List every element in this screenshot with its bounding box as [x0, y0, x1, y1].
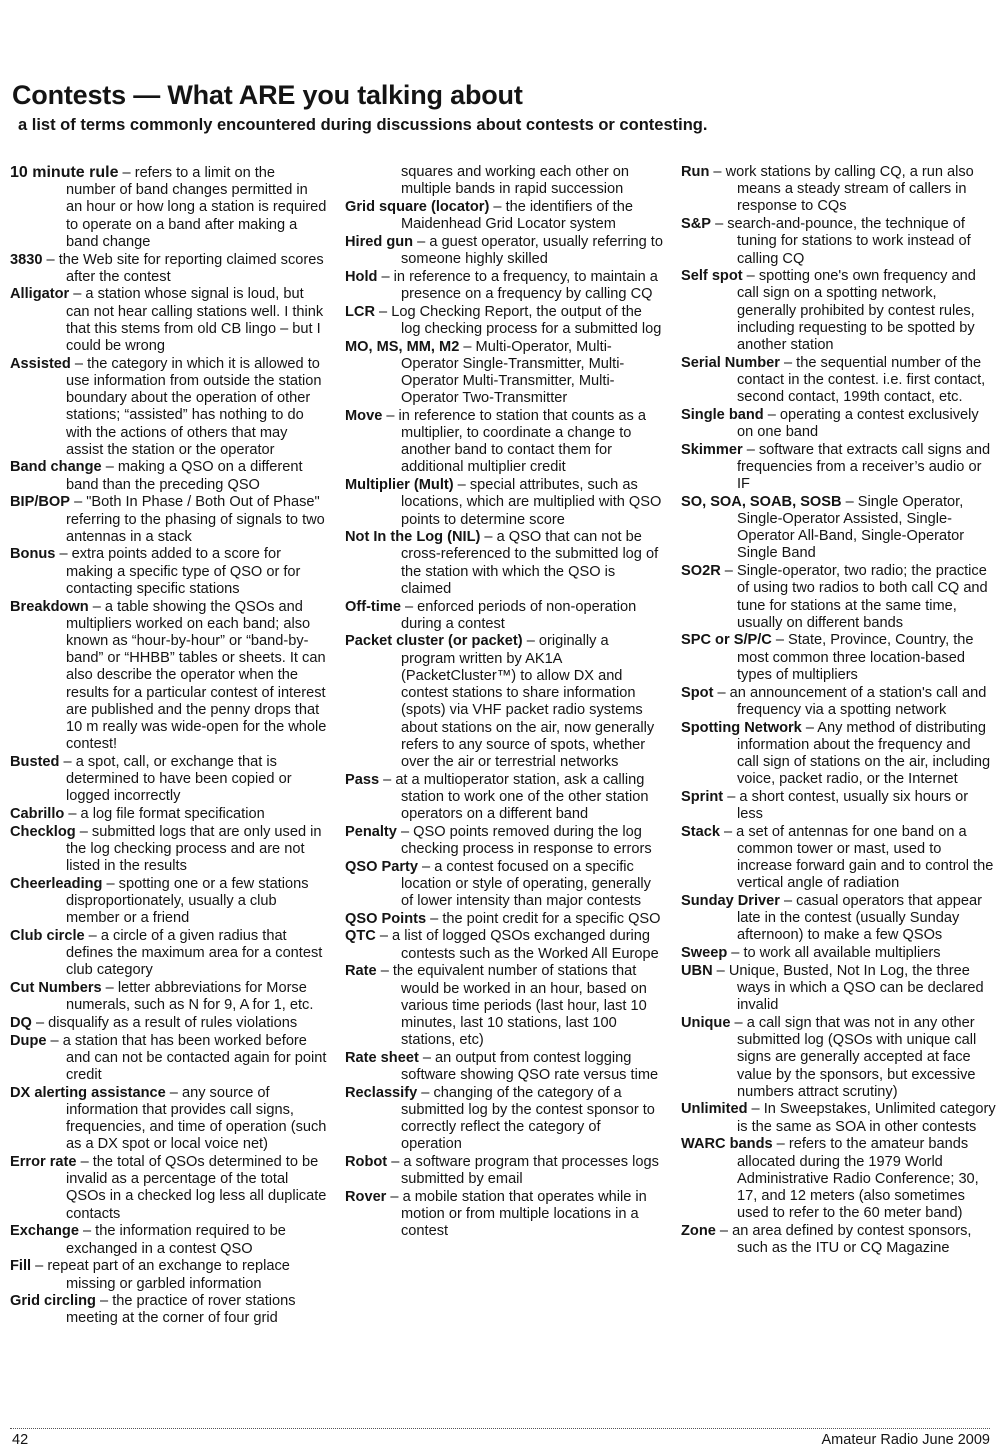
glossary-term: Busted	[10, 753, 60, 770]
definition-text: – disqualify as a result of rules violations	[31, 1014, 298, 1031]
glossary-entry	[681, 442, 996, 494]
glossary-term: Stack	[681, 823, 720, 840]
definition-text: – refers to a limit on the number of band changes permitted in an hour or how long a station is required to operate on a band after making a band change	[66, 165, 327, 250]
glossary-term: DX alerting assistance	[10, 1084, 166, 1101]
definition-text: – Unique, Busted, Not In Log, the three ways in which a QSO can be declared invalid	[712, 962, 984, 1014]
definition-text: – repeat part of an exchange to replace missing or garbled information	[31, 1258, 290, 1292]
definition-text: – work stations by calling CQ, a run also means a steady stream of callers in response to CQs	[709, 164, 974, 215]
glossary-entry	[681, 407, 996, 441]
glossary-entry	[10, 824, 328, 876]
definition-text: – the Web site for reporting claimed scores after the contest	[42, 251, 324, 285]
definition-text: – State, Province, Country, the most common three location-based types of multipliers	[737, 632, 974, 683]
glossary-term: Reclassify	[345, 1084, 418, 1101]
definition-text: – in reference to station that counts as a multiplier, to coordinate a change to another band to contact them for additional multiplier credit	[382, 407, 646, 476]
definition-text: – originally a program written by AK1A (PacketCluster™) to allow DX and contest stations to share information (spots) via VHF packet radio systems about stations on the air, now generally refers to any source of spots, whether over the air or terrestrial networks	[401, 633, 655, 770]
glossary-term: Band change	[10, 459, 102, 476]
glossary-entry	[681, 824, 996, 893]
glossary-term: Sweep	[681, 945, 728, 962]
glossary-entry	[345, 1189, 663, 1241]
glossary-entry	[345, 859, 663, 911]
publication-name: Amateur Radio June 2009	[821, 1432, 990, 1448]
definition-text: – making a QSO on a different band than the preceding QSO	[66, 459, 303, 493]
definition-text: – a log file format specification	[64, 806, 265, 823]
glossary-entry	[10, 252, 328, 286]
glossary-term: Packet cluster (or packet)	[345, 633, 523, 650]
glossary-term: Rover	[345, 1188, 387, 1205]
definition-text: – the category in which it is allowed to use information from outside the station boundary about the operation of other stations; “assisted” has nothing to do with the actions of others that may assist the station or the operator	[66, 355, 322, 458]
glossary-term: Pass	[345, 771, 380, 788]
glossary-term: Hired gun	[345, 233, 414, 250]
glossary-column-2	[345, 164, 663, 1241]
glossary-entry	[345, 772, 663, 824]
definition-text: – special attributes, such as locations, which are multiplied with QSO points to determine score	[401, 477, 662, 528]
definition-text: – In Sweepstakes, Unlimited category is the same as SOA in other contests	[737, 1101, 996, 1135]
glossary-entry	[681, 789, 996, 823]
glossary-term: Rate	[345, 963, 377, 980]
glossary-entry	[681, 963, 996, 1015]
glossary-entry	[10, 754, 328, 806]
glossary-entry	[681, 632, 996, 684]
glossary-entry	[10, 1223, 328, 1257]
definition-text: – the identifiers of the Maidenhead Grid Locator system	[401, 198, 633, 233]
definition-text: – a circle of a given radius that defines the maximum area for a contest club category	[66, 927, 323, 979]
glossary-entry	[10, 1085, 328, 1154]
definition-text: – operating a contest exclusively on one band	[737, 406, 979, 441]
glossary-term: UBN	[681, 962, 713, 979]
definition-text: – refers to the amateur bands allocated during the 1979 World Administrative Radio Conference; 30, 17, and 12 meters (also sometimes used to refer to the 60 meter band)	[737, 1136, 979, 1222]
definition-text: – a set of antennas for one band on a common tower or mast, used to increase forward gain and to control the vertical angle of radiation	[719, 823, 994, 892]
glossary-entry-continuation	[345, 164, 663, 198]
definition-text: – Multi-Operator, Multi-Operator Single-Transmitter, Multi-Operator Multi-Transmitter, Multi-Operator Two-Transmitter	[401, 338, 625, 407]
definition-text: – Log Checking Report, the output of the log checking process for a submitted log	[375, 303, 662, 337]
glossary-entry	[345, 1085, 663, 1154]
glossary-term: Off-time	[345, 598, 401, 615]
glossary-entry	[10, 980, 328, 1014]
glossary-entry	[10, 164, 328, 251]
glossary-entry	[681, 893, 996, 945]
page-number: 42	[12, 1432, 29, 1448]
definition-text: – a station that has been worked before and can not be contacted again for point credit	[46, 1032, 327, 1084]
glossary-entry	[345, 339, 663, 408]
glossary-term: Sprint	[681, 788, 724, 805]
glossary-entry	[681, 216, 996, 268]
glossary-term: Error rate	[10, 1154, 77, 1171]
glossary-term: Robot	[345, 1154, 388, 1171]
glossary-entry	[345, 633, 663, 771]
definition-text: – Single-operator, two radio; the practice of using two radios to both call CQ and tune for stations at the same time, usually on different bands	[720, 563, 988, 631]
glossary-term: Cut Numbers	[10, 980, 102, 997]
definition-text: – the point credit for a specific QSO	[426, 910, 661, 927]
definition-text: – at a multioperator station, ask a calling station to work one of the other station operators on a different band	[379, 771, 649, 823]
definition-text: – changing of the category of a submitted log by the contest sponsor to correctly reflect the category of operation	[401, 1084, 655, 1153]
definition-text: – a contest focused on a specific location or style of operating, generally of lower intensity than major contests	[401, 858, 651, 910]
glossary-entry	[10, 494, 328, 546]
definition-text: – spotting one or a few stations disproportionately, usually a club member or a friend	[66, 875, 309, 927]
glossary-entry	[681, 355, 996, 407]
glossary-term: Grid circling	[10, 1293, 96, 1310]
definition-text: – Any method of distributing information about the frequency and call sign of stations on the air, including voice, packet radio, or the Internet	[737, 719, 991, 788]
definition-text: – extra points added to a score for making a specific type of QSO or for contacting specific stations	[55, 546, 301, 597]
glossary-term: Assisted	[10, 355, 71, 372]
glossary-entry	[10, 599, 328, 754]
glossary-term: Run	[681, 164, 710, 180]
glossary-term: WARC bands	[681, 1136, 773, 1153]
glossary-term: 3830	[10, 251, 43, 268]
glossary-term: MO, MS, MM, M2	[345, 338, 460, 355]
definition-text: – an output from contest logging software showing QSO rate versus time	[401, 1049, 659, 1084]
glossary-term: SPC or S/P/C	[681, 632, 772, 649]
definition-text: – the practice of rover stations meeting at the corner of four grid	[66, 1293, 296, 1327]
glossary-term: Not In the Log (NIL)	[345, 529, 481, 546]
glossary-term: Dupe	[10, 1032, 47, 1049]
glossary-entry	[681, 1015, 996, 1101]
glossary-entry	[10, 1015, 328, 1032]
definition-text: – search-and-pounce, the technique of tuning for stations to work instead of calling CQ	[711, 216, 971, 267]
glossary-entry	[345, 1154, 663, 1188]
article-subtitle: a list of terms commonly encountered during discussions about contests or contesting.	[18, 116, 708, 134]
definition-text: – a software program that processes logs submitted by email	[387, 1154, 659, 1188]
glossary-entry	[345, 599, 663, 633]
definition-text: – the equivalent number of stations that would be worked in an hour, based on various time periods (last hour, last 10 minutes, last 10 stations, last 100 stations, etc)	[376, 963, 647, 1049]
glossary-term: DQ	[10, 1014, 32, 1031]
glossary-entry	[681, 1223, 996, 1257]
glossary-entry	[10, 286, 328, 355]
glossary-entry	[345, 477, 663, 529]
glossary-term: Breakdown	[10, 598, 89, 615]
glossary-term: Club circle	[10, 927, 85, 944]
definition-text: – letter abbreviations for Morse numerals, such as N for 9, A for 1, etc.	[66, 980, 314, 1014]
glossary-entry	[10, 546, 328, 598]
glossary-entry	[345, 824, 663, 858]
definition-text: – QSO points removed during the log checking process in response to errors	[396, 823, 652, 857]
glossary-term: Unique	[681, 1014, 731, 1031]
definition-text: – a mobile station that operates while in motion or from multiple locations in a contest	[386, 1188, 647, 1240]
glossary-term: 10 minute rule	[10, 164, 119, 181]
glossary-entry	[681, 268, 996, 354]
glossary-entry	[681, 720, 996, 789]
definition-text: – a call sign that was not in any other submitted log (QSOs with unique call signs are generally accepted at face value by the sponsors, but excessive numbers attract scrutiny)	[730, 1014, 977, 1100]
glossary-entry	[10, 1258, 328, 1292]
definition-text: – a guest operator, usually referring to someone highly skilled	[401, 233, 663, 268]
definition-text: – a short contest, usually six hours or less	[723, 788, 969, 823]
glossary-term: Cheerleading	[10, 875, 103, 892]
glossary-entry	[681, 945, 996, 962]
definition-text: – submitted logs that are only used in the log checking process and are not listed in the results	[66, 823, 322, 875]
glossary-entry	[345, 529, 663, 598]
glossary-entry	[10, 1033, 328, 1085]
glossary-entry	[345, 199, 663, 233]
glossary-term: Single band	[681, 406, 764, 423]
glossary-entry	[345, 269, 663, 303]
glossary-term: QSO Points	[345, 910, 427, 927]
definition-text: – a list of logged QSOs exchanged during contests such as the Worked All Europe	[375, 928, 659, 962]
glossary-term: LCR	[345, 303, 375, 320]
glossary-entry	[681, 563, 996, 632]
definition-text: – the information required to be exchanged in a contest QSO	[66, 1223, 286, 1257]
glossary-term: S&P	[681, 216, 712, 233]
glossary-term: Rate sheet	[345, 1049, 419, 1066]
glossary-term: Serial Number	[681, 354, 780, 371]
glossary-term: Zone	[681, 1222, 716, 1239]
glossary-entry	[681, 1136, 996, 1222]
definition-text: – in reference to a frequency, to maintain a presence on a frequency by calling CQ	[377, 268, 658, 302]
glossary-term: Move	[345, 407, 383, 424]
definition-text: – "Both In Phase / Both Out of Phase" referring to the phasing of signals to two antennas in a stack	[66, 494, 325, 545]
definition-text: – the sequential number of the contact in the contest. i.e. first contact, second contact, 199th contact, etc.	[737, 354, 986, 406]
glossary-entry	[10, 876, 328, 928]
glossary-term: Grid square (locator)	[345, 198, 490, 215]
glossary-term: QSO Party	[345, 858, 418, 875]
glossary-column-1	[10, 164, 328, 1328]
glossary-entry	[345, 911, 663, 928]
glossary-term: Multiplier (Mult)	[345, 477, 454, 494]
definition-text: – a table showing the QSOs and multipliers worked on each band; also known as “hour-by-hour” or “band-by-band” or “HHBB” tables or sheets. It can also describe the operator when the results for a particular contest of interest are published and the penny drops that 10 m really was wide-open for the whole contest!	[66, 598, 327, 753]
glossary-term: Spot	[681, 684, 714, 701]
glossary-column-3	[681, 164, 996, 1258]
definition-text: – software that extracts call signs and frequencies from a receiver’s audio or IF	[737, 441, 991, 493]
glossary-term: Self spot	[681, 268, 743, 285]
definition-text: squares and working each other on multiple bands in rapid succession	[401, 164, 629, 198]
definition-text: – a station whose signal is loud, but can not hear calling stations well. I think that this stems from old CB lingo – but I could be wrong	[66, 286, 324, 355]
glossary-term: BIP/BOP	[10, 494, 71, 511]
definition-text: – any source of information that provides call signs, frequencies, and time of operation (such as a DX spot or local voice net)	[66, 1084, 327, 1153]
glossary-term: Alligator	[10, 286, 70, 303]
definition-text: – a spot, call, or exchange that is determined to have been copied or logged incorrectly	[59, 753, 292, 805]
footer-rule	[10, 1428, 990, 1429]
glossary-entry	[345, 963, 663, 1049]
glossary-entry	[681, 685, 996, 719]
definition-text: – casual operators that appear late in the contest (usually Sunday afternoon) to make a few QSOs	[737, 893, 982, 944]
glossary-term: Bonus	[10, 546, 56, 563]
glossary-entry	[345, 408, 663, 477]
glossary-entry	[345, 234, 663, 268]
definition-text: – enforced periods of non-operation during a contest	[400, 598, 637, 632]
glossary-term: Cabrillo	[10, 806, 65, 823]
glossary-entry	[681, 1101, 996, 1135]
glossary-term: Sunday Driver	[681, 893, 780, 910]
definition-text: – spotting one's own frequency and call sign on a spotting network, generally prohibited by contest rules, including requesting to be spotted by another station	[737, 268, 976, 354]
glossary-entry	[10, 1154, 328, 1223]
glossary-term: SO2R	[681, 563, 721, 580]
glossary-entry	[345, 1050, 663, 1084]
definition-text: – an area defined by contest sponsors, such as the ITU or CQ Magazine	[715, 1222, 972, 1257]
glossary-entry	[681, 164, 996, 216]
glossary-entry	[10, 928, 328, 980]
glossary-term: Penalty	[345, 823, 397, 840]
glossary-entry	[681, 494, 996, 563]
definition-text: – the total of QSOs determined to be invalid as a percentage of the total QSOs in a checked log less all duplicate contacts	[66, 1154, 327, 1222]
glossary-term: SO, SOA, SOAB, SOSB	[681, 493, 842, 510]
glossary-entry	[10, 806, 328, 823]
glossary-entry	[345, 928, 663, 962]
definition-text: – an announcement of a station's call and frequency via a spotting network	[713, 684, 987, 718]
definition-text: – a QSO that can not be cross-referenced to the submitted log of the station with which the QSO is claimed	[401, 529, 659, 597]
glossary-entry	[345, 304, 663, 338]
glossary-term: Hold	[345, 268, 378, 285]
glossary-term: Checklog	[10, 823, 76, 840]
glossary-entry	[10, 459, 328, 493]
glossary-term: QTC	[345, 928, 376, 945]
glossary-term: Exchange	[10, 1223, 79, 1240]
glossary-term: Skimmer	[681, 441, 743, 458]
glossary-term: Fill	[10, 1258, 32, 1275]
glossary-term: Spotting Network	[681, 719, 802, 736]
glossary-term: Unlimited	[681, 1101, 748, 1118]
glossary-entry	[10, 1293, 328, 1327]
article-title: Contests — What ARE you talking about	[12, 80, 523, 110]
glossary-entry	[10, 356, 328, 459]
definition-text: – Single Operator, Single-Operator Assisted, Single-Operator All-Band, Single-Operator Single Band	[737, 493, 965, 562]
definition-text: – to work all available multipliers	[727, 945, 941, 962]
